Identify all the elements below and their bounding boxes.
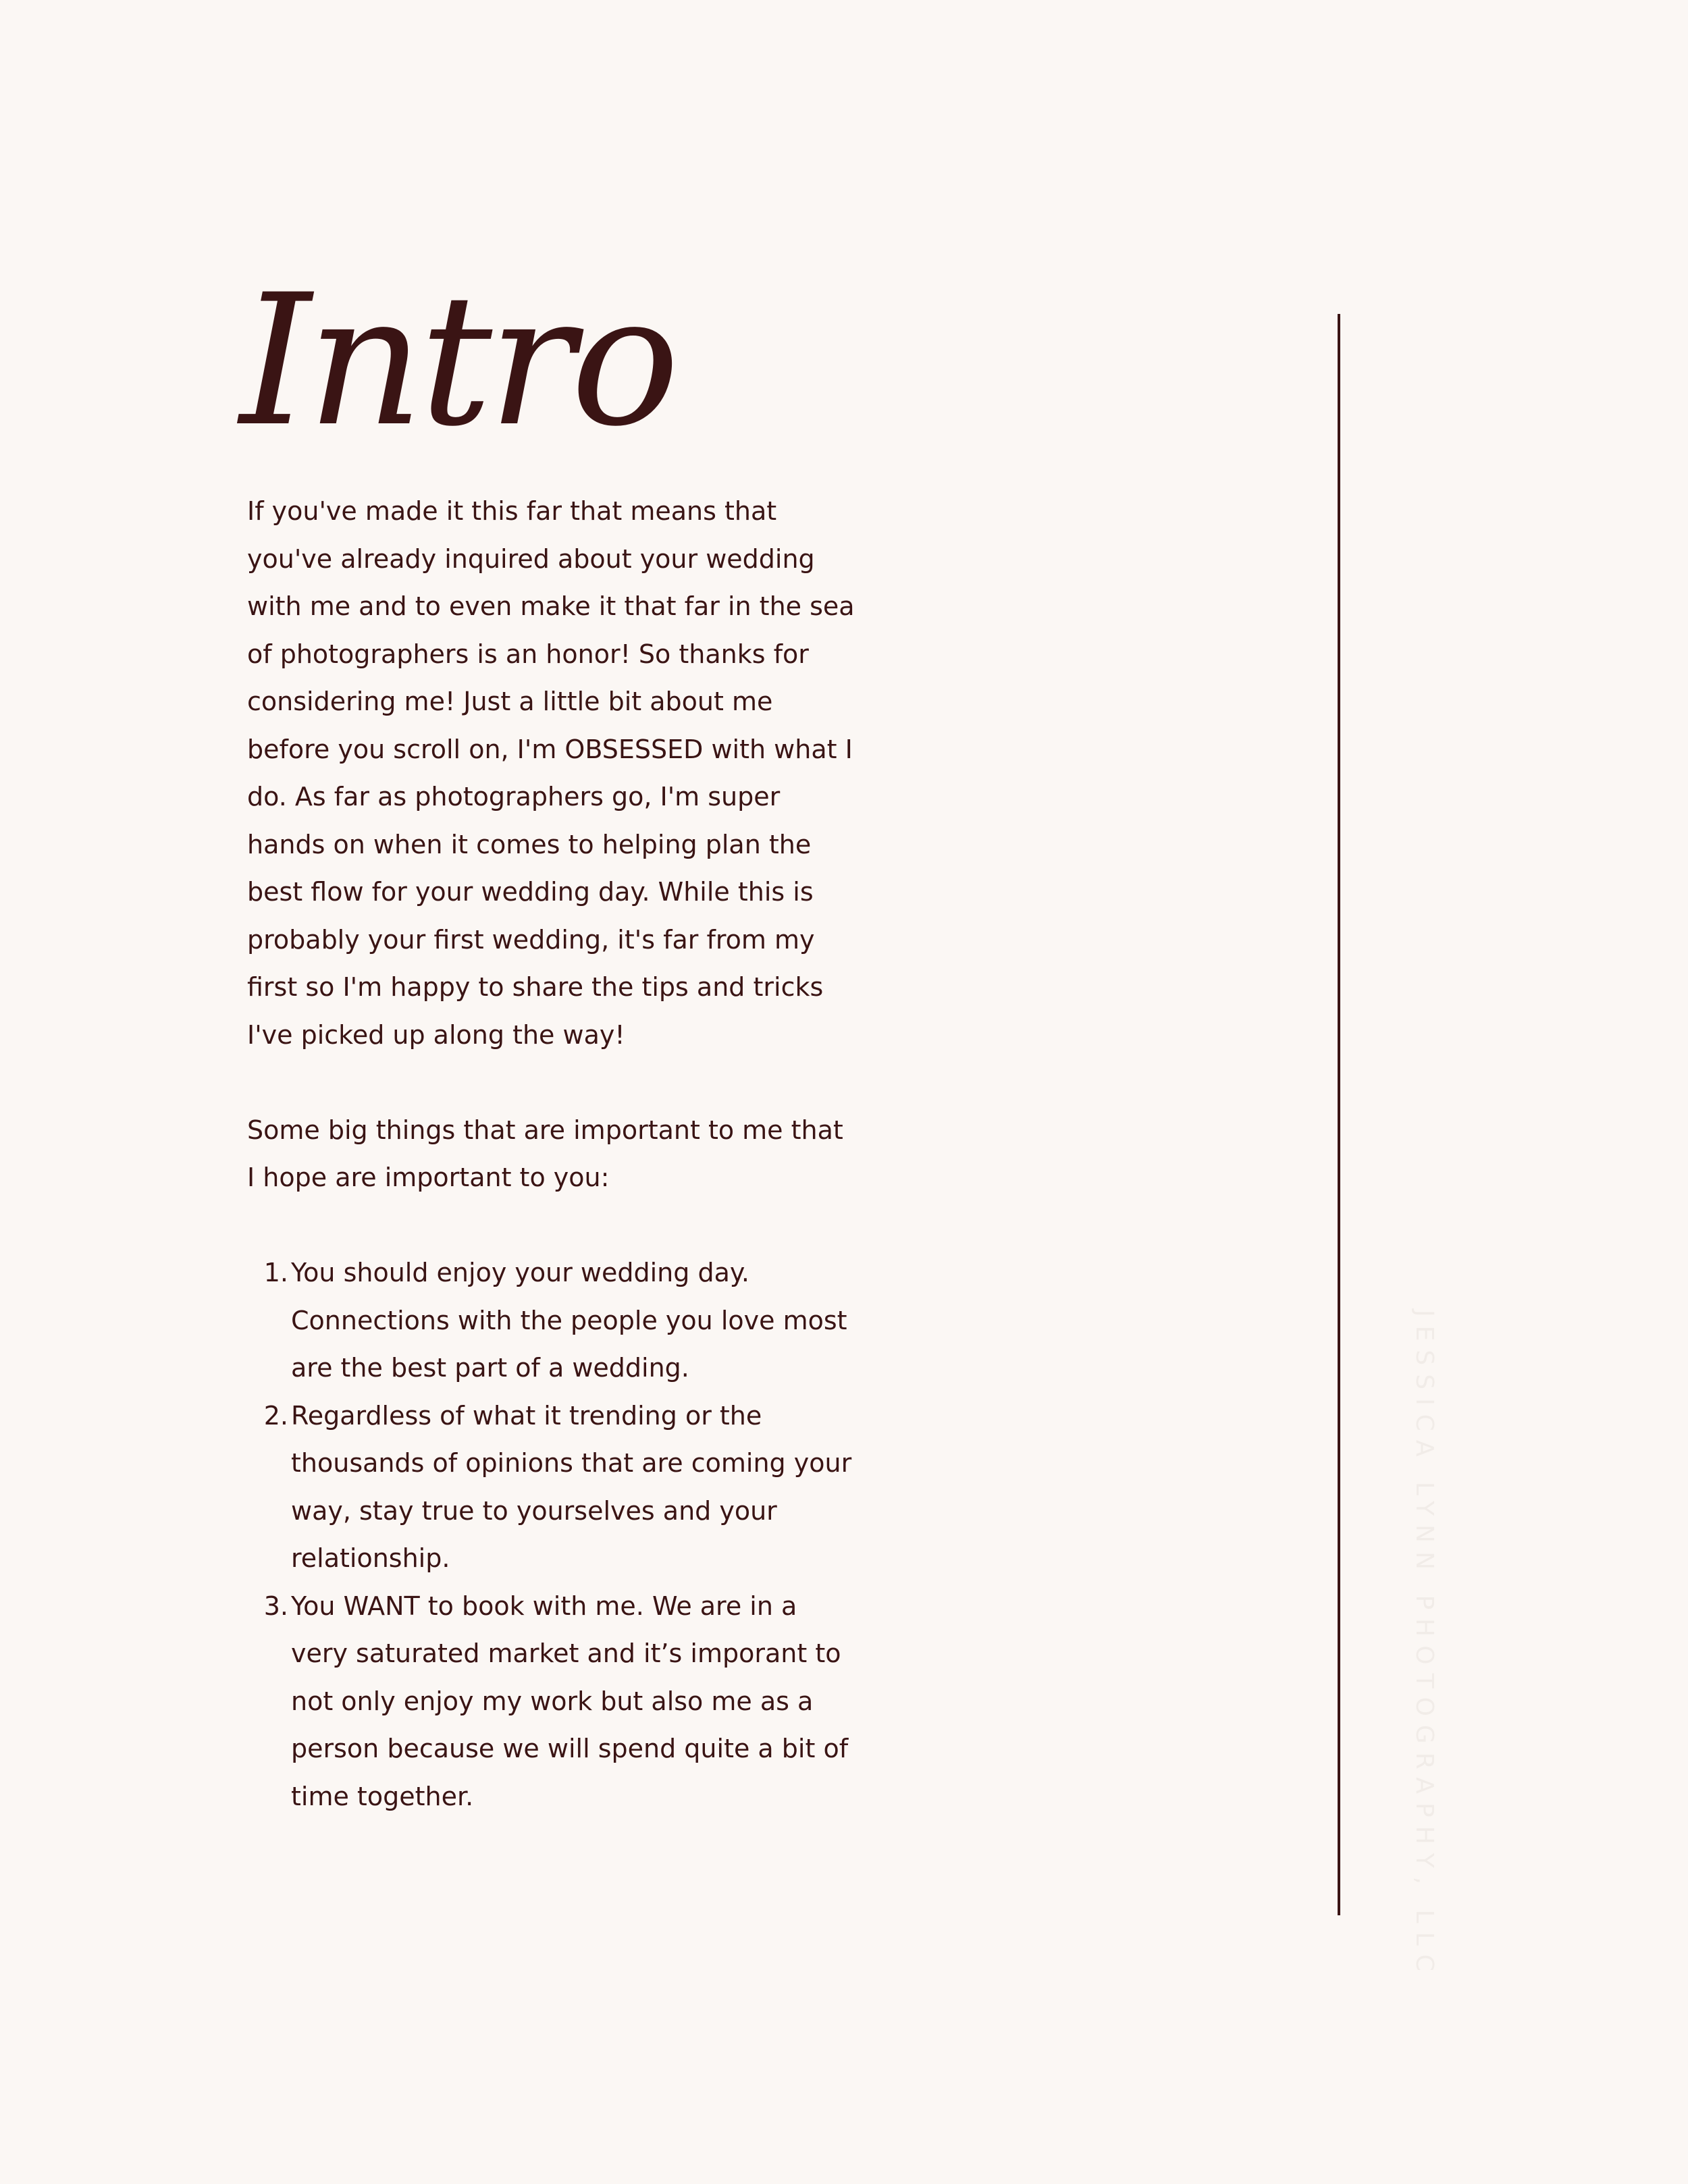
important-things-intro: Some big things that are important to me that I hope are important to you: xyxy=(247,1115,843,1192)
list-item xyxy=(263,1392,855,1582)
list-item xyxy=(263,1249,855,1392)
page-title: Intro xyxy=(240,256,676,467)
important-things-list xyxy=(247,1249,855,1820)
intro-paragraph: If you've made it this far that means that you've already inquired about your wedding with me and to even make it that far in the sea of photographers is an honor! So thanks for considering me! Just a little bit about me before you scroll on, I'm OBSESSED with what I do. As far as photographers go, I'm super hands on when it comes to helping plan the best flow for your wedding day. While this is probably your first wedding, it's far from my first so I'm happy to share the tips and tricks I've picked up along the way! xyxy=(247,496,855,1050)
list-item-number: 2. xyxy=(263,1400,288,1431)
list-item-number: 1. xyxy=(263,1258,288,1287)
list-item-text: You should enjoy your wedding day. Connections with the people you love most are the best part of a wedding. xyxy=(291,1258,847,1383)
list-item-text: Regardless of what it trending or the thousands of opinions that are coming your way, stay true to yourselves and your relationship. xyxy=(291,1400,852,1573)
side-brand-watermark: JESSICA LYNN PHOTOGRAPHY, LLC xyxy=(1410,1310,1438,1980)
list-item xyxy=(263,1582,855,1821)
intro-content xyxy=(247,487,855,1820)
list-item-text: You WANT to book with me. We are in a very saturated market and it’s imporant to not only enjoy my work but also me as a person because we will spend quite a bit of time together. xyxy=(291,1591,849,1811)
vertical-divider xyxy=(1338,314,1340,1915)
list-item-number: 3. xyxy=(263,1591,288,1621)
